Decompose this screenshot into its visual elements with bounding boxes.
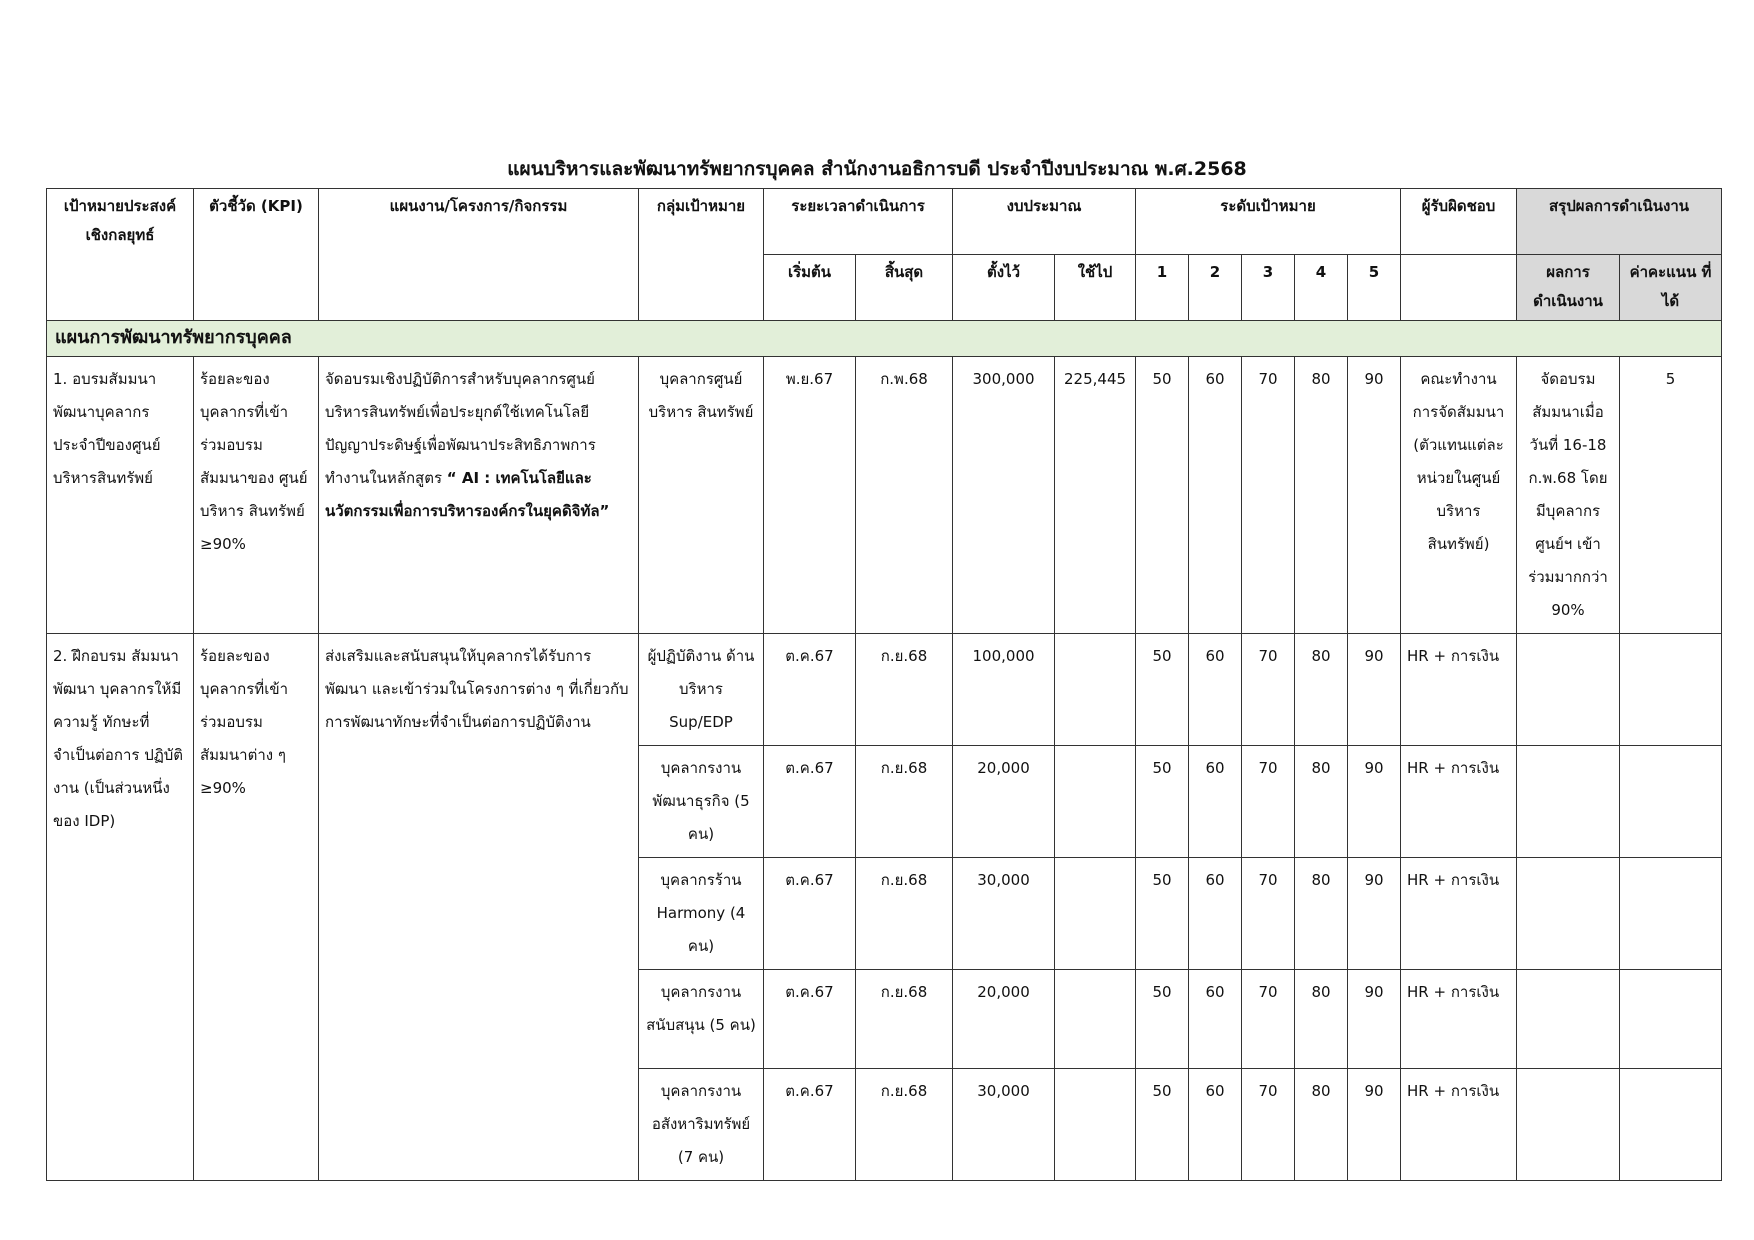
result-cell — [1517, 746, 1620, 858]
result-cell — [1517, 970, 1620, 1069]
header-budget-used: ใช้ไป — [1055, 255, 1136, 321]
header-period: ระยะเวลาดำเนินการ — [764, 189, 953, 255]
level-3-cell: 70 — [1242, 634, 1295, 746]
header-level-1: 1 — [1136, 255, 1189, 321]
header-responsible: ผู้รับผิดชอบ — [1401, 189, 1517, 255]
plan-course-title: “ AI : เทคโนโลยีและนวัตกรรมเพื่อการบริหารองค์กรในยุคดิจิทัล” — [325, 469, 610, 520]
start-cell: ต.ค.67 — [764, 858, 856, 970]
level-2-cell: 60 — [1189, 357, 1242, 634]
objective-cell: 2. ฝึกอบรม สัมมนา พัฒนา บุคลากรให้มี ความรู้ ทักษะที่ จำเป็นต่อการ ปฏิบัติงาน (เป็นส่วนหนึ่งของ IDP) — [47, 634, 194, 1181]
header-row-1 — [47, 189, 1722, 255]
score-cell — [1620, 970, 1722, 1069]
level-5-cell: 90 — [1348, 970, 1401, 1069]
level-1-cell: 50 — [1136, 746, 1189, 858]
level-1-cell: 50 — [1136, 970, 1189, 1069]
level-2-cell: 60 — [1189, 746, 1242, 858]
header-summary: สรุปผลการดำเนินงาน — [1517, 189, 1722, 255]
header-target-level: ระดับเป้าหมาย — [1136, 189, 1401, 255]
level-1-cell: 50 — [1136, 634, 1189, 746]
level-3-cell: 70 — [1242, 858, 1295, 970]
header-objective: เป้าหมายประสงค์ เชิงกลยุทธ์ — [47, 189, 194, 321]
target-group-cell: บุคลากรงาน พัฒนาธุรกิจ (5 คน) — [639, 746, 764, 858]
level-1-cell: 50 — [1136, 858, 1189, 970]
budget-used-cell — [1055, 1069, 1136, 1181]
score-cell: 5 — [1620, 357, 1722, 634]
score-cell — [1620, 634, 1722, 746]
budget-used-cell — [1055, 746, 1136, 858]
level-5-cell: 90 — [1348, 1069, 1401, 1181]
end-cell: ก.พ.68 — [856, 357, 953, 634]
header-responsible-blank — [1401, 255, 1517, 321]
result-cell — [1517, 1069, 1620, 1181]
level-4-cell: 80 — [1295, 634, 1348, 746]
level-3-cell: 70 — [1242, 357, 1295, 634]
responsible-cell: HR + การเงิน — [1401, 1069, 1517, 1181]
responsible-cell: HR + การเงิน — [1401, 970, 1517, 1069]
score-cell — [1620, 746, 1722, 858]
header-period-start: เริ่มต้น — [764, 255, 856, 321]
end-cell: ก.ย.68 — [856, 858, 953, 970]
level-4-cell: 80 — [1295, 858, 1348, 970]
level-1-cell: 50 — [1136, 357, 1189, 634]
budget-used-cell — [1055, 634, 1136, 746]
header-level-2: 2 — [1189, 255, 1242, 321]
plan-text: จัดอบรมเชิงปฏิบัติการสำหรับบุคลากรศูนย์บริหารสินทรัพย์เพื่อประยุกต์ใช้เทคโนโลยีปัญญาประดิษฐ์เพื่อพัฒนาประสิทธิภาพการทำงานในหลักสูตร — [325, 370, 596, 487]
budget-set-cell: 20,000 — [953, 970, 1055, 1069]
score-cell — [1620, 1069, 1722, 1181]
level-2-cell: 60 — [1189, 1069, 1242, 1181]
target-group-cell: บุคลากรศูนย์ บริหาร สินทรัพย์ — [639, 357, 764, 634]
start-cell: ต.ค.67 — [764, 970, 856, 1069]
header-budget-set: ตั้งไว้ — [953, 255, 1055, 321]
level-5-cell: 90 — [1348, 357, 1401, 634]
end-cell: ก.ย.68 — [856, 634, 953, 746]
budget-set-cell: 300,000 — [953, 357, 1055, 634]
level-4-cell: 80 — [1295, 746, 1348, 858]
plan-cell: ส่งเสริมและสนับสนุนให้บุคลากรได้รับการพัฒนา และเข้าร่วมในโครงการต่าง ๆ ที่เกี่ยวกับการพัฒนาทักษะที่จำเป็นต่อการปฏิบัติงาน — [319, 634, 639, 1181]
header-level-5: 5 — [1348, 255, 1401, 321]
level-5-cell: 90 — [1348, 634, 1401, 746]
level-1-cell: 50 — [1136, 1069, 1189, 1181]
header-summary-result: ผลการ ดำเนินงาน — [1517, 255, 1620, 321]
start-cell: ต.ค.67 — [764, 746, 856, 858]
start-cell: ต.ค.67 — [764, 634, 856, 746]
level-2-cell: 60 — [1189, 970, 1242, 1069]
level-5-cell: 90 — [1348, 746, 1401, 858]
table-row-item-1 — [47, 357, 1722, 634]
end-cell: ก.ย.68 — [856, 746, 953, 858]
target-group-cell: บุคลากรงาน สนับสนุน (5 คน) — [639, 970, 764, 1069]
target-group-cell: บุคลากรร้าน Harmony (4 คน) — [639, 858, 764, 970]
level-5-cell: 90 — [1348, 858, 1401, 970]
kpi-cell: ร้อยละของ บุคลากรที่เข้า ร่วมอบรม สัมมนาต่าง ๆ ≥90% — [194, 634, 319, 1181]
budget-set-cell: 100,000 — [953, 634, 1055, 746]
header-period-end: สิ้นสุด — [856, 255, 953, 321]
level-3-cell: 70 — [1242, 970, 1295, 1069]
plan-cell — [319, 357, 639, 634]
header-level-4: 4 — [1295, 255, 1348, 321]
end-cell: ก.ย.68 — [856, 1069, 953, 1181]
section-title: แผนการพัฒนาทรัพยากรบุคคล — [47, 321, 1722, 357]
budget-used-cell — [1055, 970, 1136, 1069]
budget-set-cell: 20,000 — [953, 746, 1055, 858]
budget-set-cell: 30,000 — [953, 858, 1055, 970]
responsible-cell: HR + การเงิน — [1401, 746, 1517, 858]
budget-used-cell — [1055, 858, 1136, 970]
header-target-group: กลุ่มเป้าหมาย — [639, 189, 764, 321]
score-cell — [1620, 858, 1722, 970]
budget-set-cell: 30,000 — [953, 1069, 1055, 1181]
result-cell — [1517, 634, 1620, 746]
document-title: แผนบริหารและพัฒนาทรัพยากรบุคคล สำนักงานอธิการบดี ประจำปีงบประมาณ พ.ศ.2568 — [507, 158, 1247, 180]
level-3-cell: 70 — [1242, 746, 1295, 858]
level-2-cell: 60 — [1189, 634, 1242, 746]
header-kpi: ตัวชี้วัด (KPI) — [194, 189, 319, 321]
kpi-cell: ร้อยละของ บุคลากรที่เข้า ร่วมอบรม สัมมนาของ ศูนย์บริหาร สินทรัพย์ ≥90% — [194, 357, 319, 634]
result-cell — [1517, 858, 1620, 970]
hr-plan-table — [46, 188, 1722, 1181]
header-plan: แผนงาน/โครงการ/กิจกรรม — [319, 189, 639, 321]
header-summary-score: ค่าคะแนน ที่ได้ — [1620, 255, 1722, 321]
responsible-cell: HR + การเงิน — [1401, 858, 1517, 970]
responsible-cell: HR + การเงิน — [1401, 634, 1517, 746]
responsible-cell: คณะทำงาน การจัดสัมมนา (ตัวแทนแต่ละ หน่วยในศูนย์ บริหาร สินทรัพย์) — [1401, 357, 1517, 634]
level-3-cell: 70 — [1242, 1069, 1295, 1181]
level-4-cell: 80 — [1295, 1069, 1348, 1181]
section-row — [47, 321, 1722, 357]
table-row-item-2-1 — [47, 634, 1722, 746]
level-4-cell: 80 — [1295, 357, 1348, 634]
result-cell: จัดอบรม สัมมนาเมื่อ วันที่ 16-18 ก.พ.68 โดย มีบุคลากร ศูนย์ฯ เข้า ร่วมมากกว่า 90% — [1517, 357, 1620, 634]
start-cell: พ.ย.67 — [764, 357, 856, 634]
start-cell: ต.ค.67 — [764, 1069, 856, 1181]
header-level-3: 3 — [1242, 255, 1295, 321]
target-group-cell: บุคลากรงาน อสังหาริมทรัพย์ (7 คน) — [639, 1069, 764, 1181]
budget-used-cell: 225,445 — [1055, 357, 1136, 634]
header-budget: งบประมาณ — [953, 189, 1136, 255]
target-group-cell: ผู้ปฏิบัติงาน ด้านบริหาร Sup/EDP — [639, 634, 764, 746]
level-2-cell: 60 — [1189, 858, 1242, 970]
end-cell: ก.ย.68 — [856, 970, 953, 1069]
objective-cell: 1. อบรมสัมมนา พัฒนาบุคลากร ประจำปีของศูนย์ บริหารสินทรัพย์ — [47, 357, 194, 634]
level-4-cell: 80 — [1295, 970, 1348, 1069]
